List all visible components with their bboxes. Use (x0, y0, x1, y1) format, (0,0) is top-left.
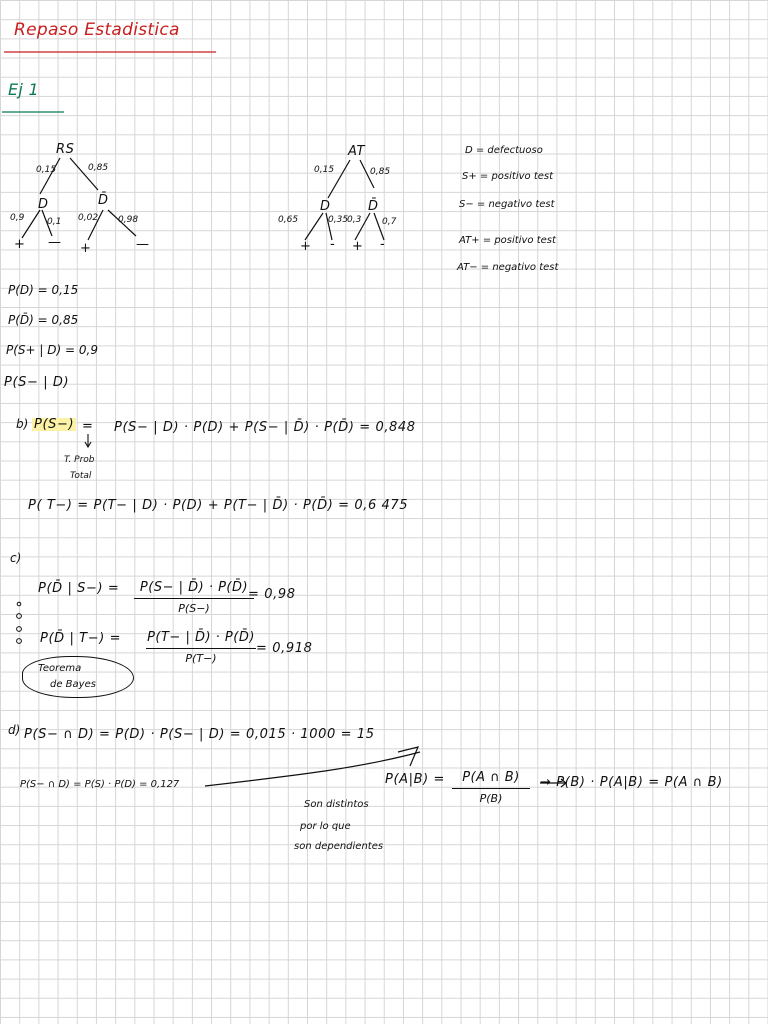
legend-s-negative: S− = negativo test (459, 199, 555, 210)
bayes-bubble-line1: Teorema (38, 663, 82, 674)
tree-rs-root: RS (56, 142, 75, 157)
fraction-bar (452, 788, 530, 789)
part-b-rhs: P(S− | D) · P(D) + P(S− | D̄) · P(D̄) = 0,848 (114, 420, 416, 435)
part-d-note-line1: Son distintos (304, 799, 369, 810)
legend-at-positive: AT+ = positivo test (459, 235, 556, 246)
tree-at-leaf-edge-4: 0,7 (382, 217, 397, 227)
part-c-eq2-lhs: P(D̄ | T−) = (40, 631, 122, 646)
tree-rs-edge-left: 0,15 (36, 165, 57, 175)
part-c-eq1-fraction (134, 580, 254, 615)
tree-at-leaf-sign-1: + (300, 239, 312, 254)
legend-at-negative: AT− = negativo test (457, 262, 559, 273)
tree-at-node-d: D (320, 199, 331, 214)
part-c-eq1-numerator: P(S− | D̄) · P(D̄) (139, 580, 249, 595)
part-d-implication: → P(B) · P(A|B) = P(A ∩ B) (540, 775, 723, 790)
part-d-cond-lhs: P(A|B) = (385, 772, 445, 787)
page-title: Repaso Estadistica (14, 20, 180, 40)
part-c-label: c) (10, 551, 22, 565)
part-c-eq1-result: = 0,98 (248, 587, 296, 602)
tree-rs-leaf-sign-2: — (48, 235, 62, 250)
tree-rs-leaf-sign-4: — (136, 237, 150, 252)
tree-at-leaf-sign-3: + (352, 239, 364, 254)
fraction-bar (134, 598, 254, 599)
part-d-cond-numerator: P(A ∩ B) (462, 770, 520, 785)
part-c-eq1-denominator: P(S−) (178, 602, 210, 615)
legend-defectuoso: D = defectuoso (465, 145, 543, 156)
tree-rs-leaf-sign-1: + (14, 237, 26, 252)
part-d-cond-denominator: P(B) (479, 792, 503, 805)
part-b-total-prob-t: P( T−) = P(T− | D) · P(D) + P(T− | D̄) · P(D̄) = 0,6 475 (28, 498, 409, 513)
tree-rs-leaf-edge-2: 0,1 (47, 217, 62, 227)
part-d-note-line2: por lo que (300, 821, 351, 832)
given-p-dbar: P(D̄) = 0,85 (8, 313, 79, 327)
tree-rs-leaf-edge-4: 0,98 (118, 215, 139, 225)
part-d-intersection-eq: P(S− ∩ D) = P(D) · P(S− | D) = 0,015 · 1000 = 15 (24, 727, 375, 742)
given-p-s-minus-given-d: P(S− | D) (4, 375, 70, 390)
tree-at-edge-left: 0,15 (314, 165, 335, 175)
tree-at-leaf-edge-1: 0,65 (278, 215, 299, 225)
given-p-s-plus-given-d: P(S+ | D) = 0,9 (6, 343, 98, 357)
tree-at-root: AT (348, 144, 366, 159)
tree-rs-leaf-sign-3: + (80, 241, 92, 256)
fraction-bar (146, 648, 256, 649)
tree-rs-edge-right: 0,85 (88, 163, 109, 173)
tree-at-leaf-edge-2: 0,35 (328, 215, 349, 225)
part-d-cond-fraction (452, 770, 530, 805)
part-b-label: b) (16, 417, 29, 431)
part-c-eq2-denominator: P(T−) (185, 652, 217, 665)
part-d-note-line3: son dependientes (294, 841, 384, 852)
tree-at-node-dbar: D̄ (368, 199, 379, 214)
part-c-eq2-result: = 0,918 (256, 641, 313, 656)
bayes-bubble-line2: de Bayes (50, 679, 96, 690)
tree-at-edge-right: 0,85 (370, 167, 391, 177)
part-b-equals: = (82, 419, 94, 434)
part-d-label: d) (8, 723, 21, 737)
part-c-eq2-fraction (146, 630, 256, 665)
legend-s-positive: S+ = positivo test (462, 171, 554, 182)
part-b-note-line2: Total (70, 471, 92, 481)
part-b-lhs: P(S−) (34, 417, 75, 432)
part-d-product-eq: P(S− ∩ D) = P(S) · P(D) = 0,127 (20, 779, 180, 790)
tree-rs-leaf-edge-3: 0,02 (78, 213, 99, 223)
part-c-eq1-lhs: P(D̄ | S−) = (38, 581, 120, 596)
tree-at-leaf-edge-3: 0,3 (347, 215, 362, 225)
tree-rs-leaf-edge-1: 0,9 (10, 213, 25, 223)
section-heading: Ej 1 (8, 80, 40, 99)
tree-rs-node-d: D (38, 197, 49, 212)
part-b-note-line1: T. Prob (64, 455, 95, 465)
given-p-d: P(D) = 0,15 (8, 283, 79, 297)
tree-at-leaf-sign-4: - (380, 237, 386, 252)
part-c-eq2-numerator: P(T− | D̄) · P(D̄) (147, 630, 255, 645)
tree-at-leaf-sign-2: - (330, 237, 336, 252)
tree-rs-node-dbar: D̄ (98, 193, 109, 208)
